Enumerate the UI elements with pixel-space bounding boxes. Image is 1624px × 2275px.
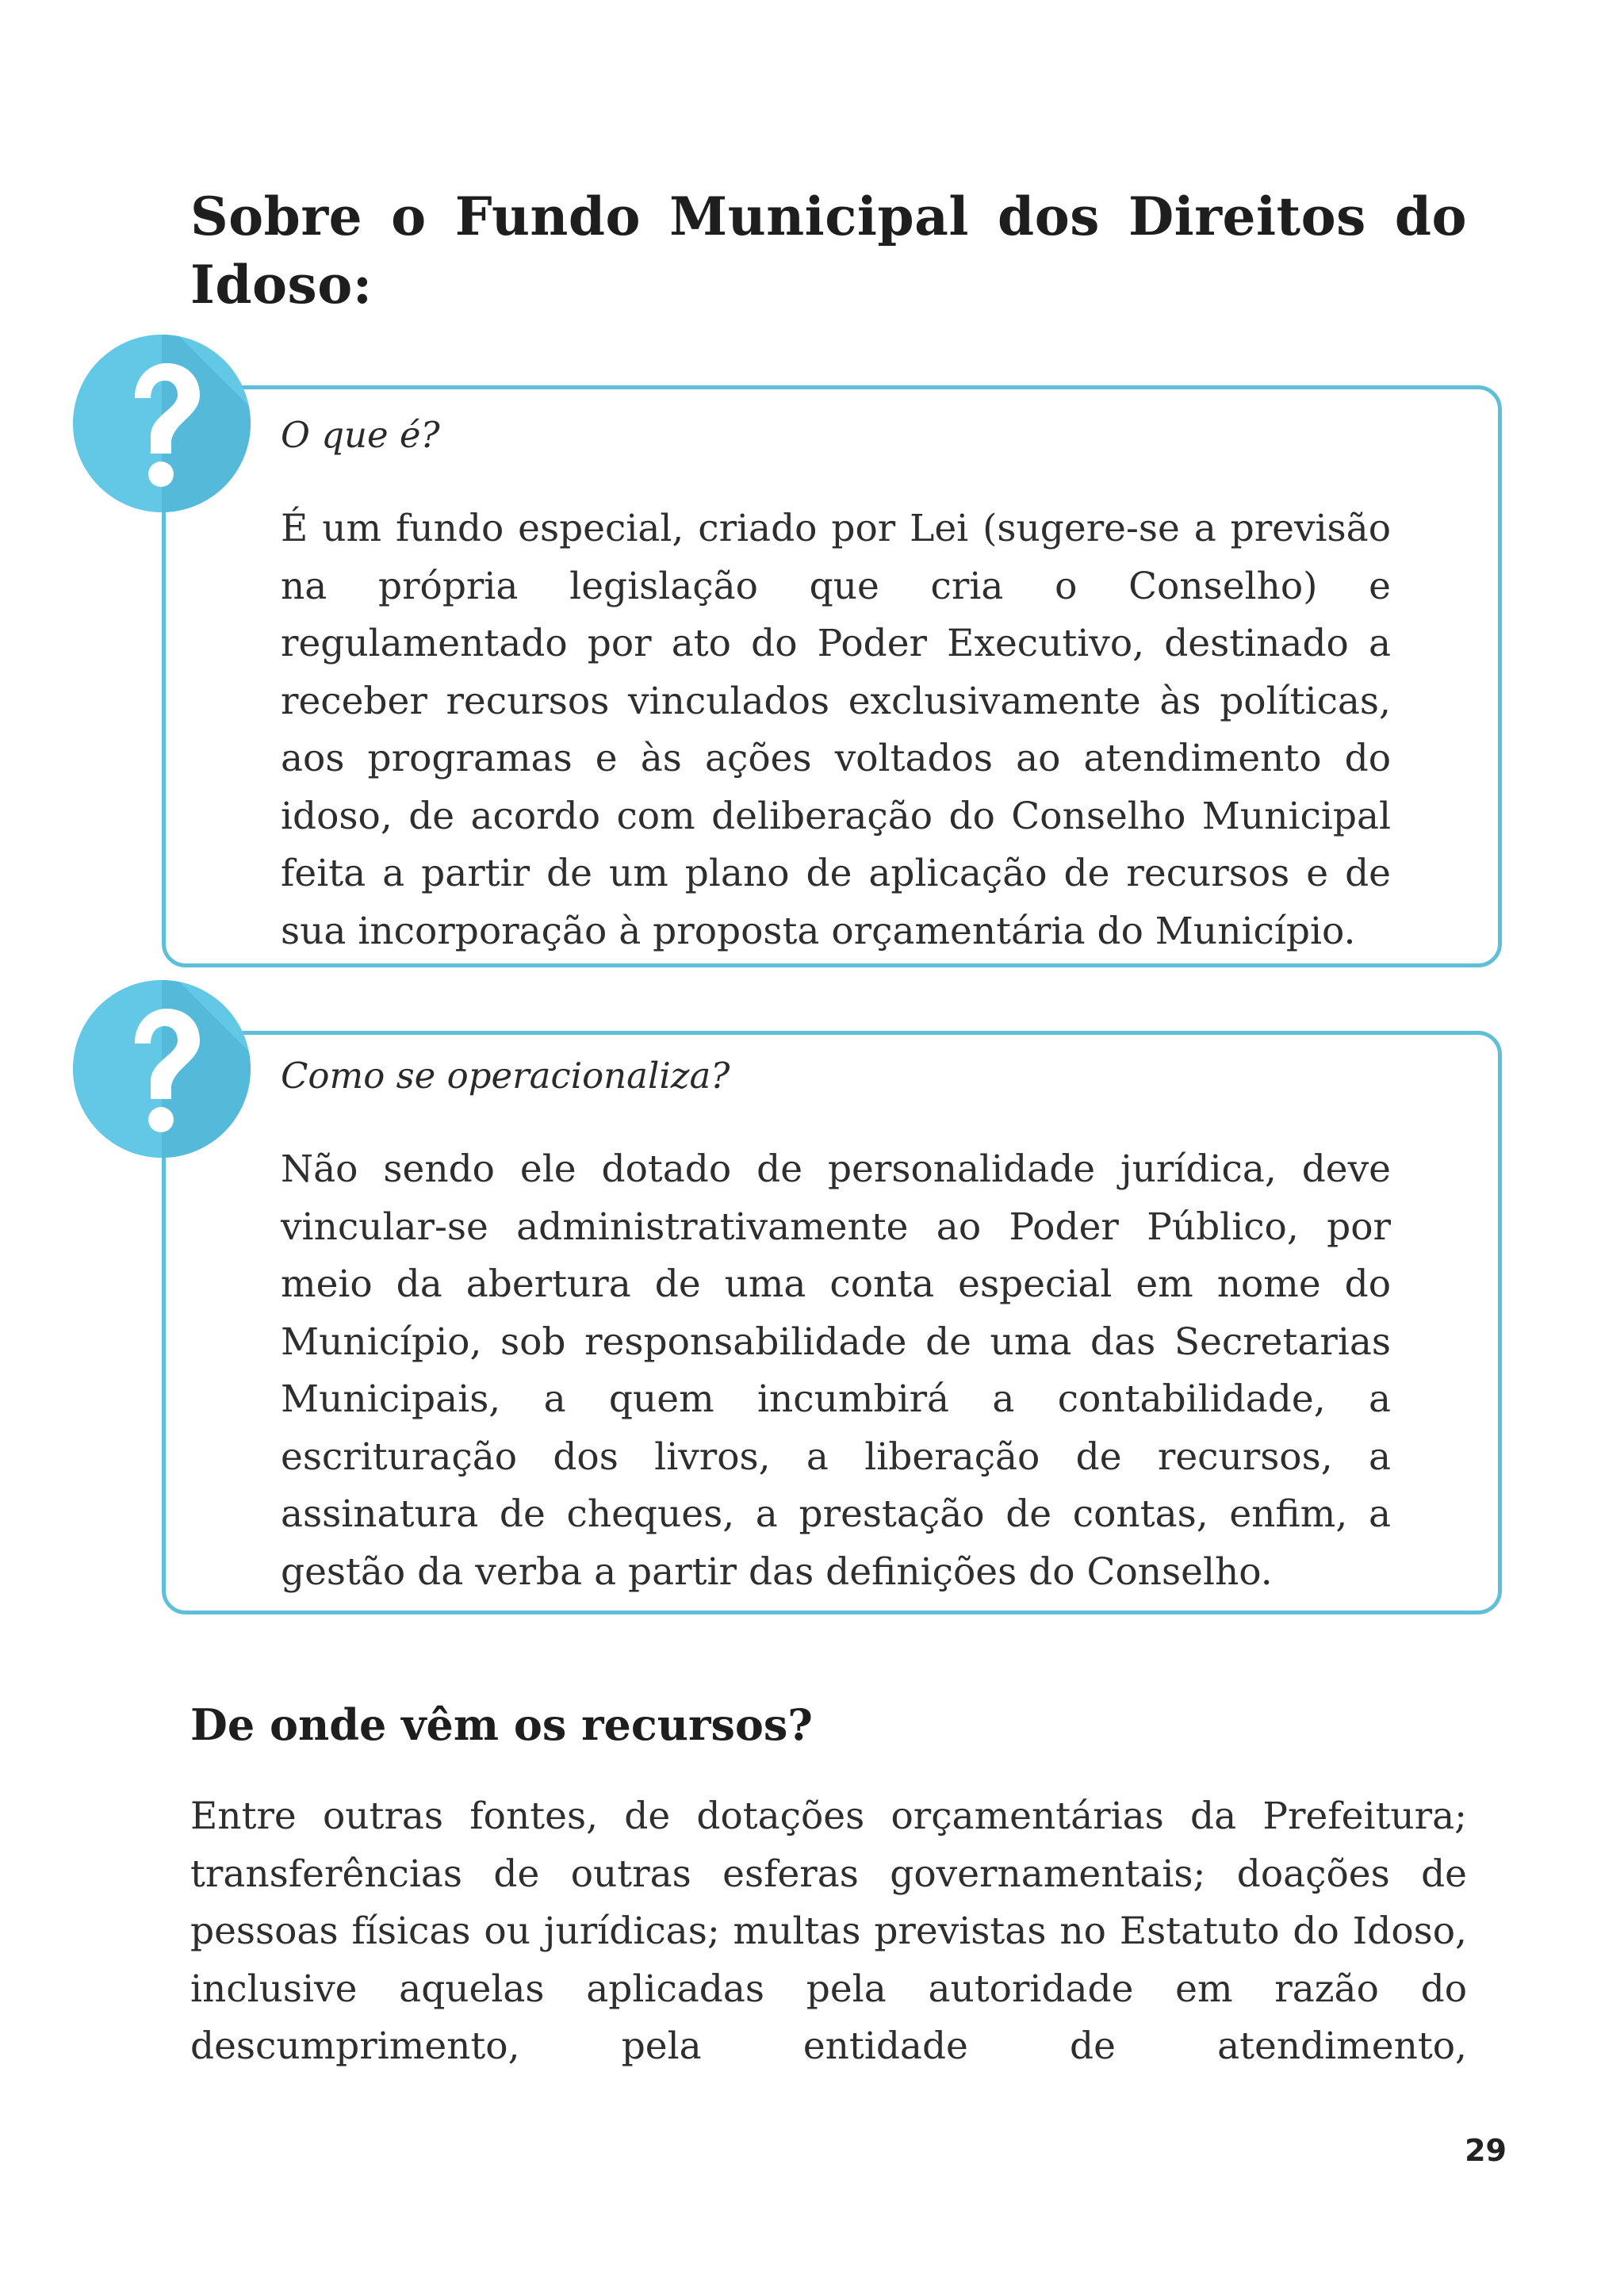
page-number: 29	[1465, 2133, 1507, 2168]
info-box-what-is	[162, 385, 1502, 967]
info-box-how-operates	[162, 1031, 1502, 1614]
box-text: É um fundo especial, criado por Lei (sugere-se a previsão na própria legislação que cria o Conselho) e regulamentado por ato do Poder Executivo, destinado a receber recursos vinculados exclusivamente às políticas, aos programas e às ações voltados ao atendimento do idoso, de acordo com deliberação do Conselho Municipal feita a partir de um plano de aplicação de recursos e de sua incorporação à proposta orçamentária do Município.	[281, 507, 1391, 953]
section-text: Entre outras fontes, de dotações orçamentárias da Prefeitura; transferências de outras esferas governamentais; doações de pessoas físicas ou jurídicas; multas previstas no Estatuto do Idoso, inclusive aquelas aplicadas pela autoridade em razão do descumprimento, pela entidade de atendimento,	[190, 1794, 1467, 2068]
question-mark-icon	[73, 980, 251, 1158]
box-heading: Como se operacionaliza?	[281, 1055, 730, 1097]
question-mark-icon	[73, 335, 251, 512]
section-heading: De onde vêm os recursos?	[190, 1699, 813, 1750]
box-heading: O que é?	[281, 414, 440, 456]
box-text: Não sendo ele dotado de personalidade jurídica, deve vincular-se administrativamente ao Poder Público, por meio da abertura de uma conta especial em nome do Município, sob responsabilidade de uma das Secretarias Municipais, a quem incumbirá a contabilidade, a escrituração dos livros, a liberação de recursos, a assinatura de cheques, a prestação de contas, enfim, a gestão da verba a partir das definições do Conselho.	[281, 1147, 1391, 1594]
page-title: Sobre o Fundo Municipal dos Direitos do Idoso:	[190, 186, 1467, 316]
